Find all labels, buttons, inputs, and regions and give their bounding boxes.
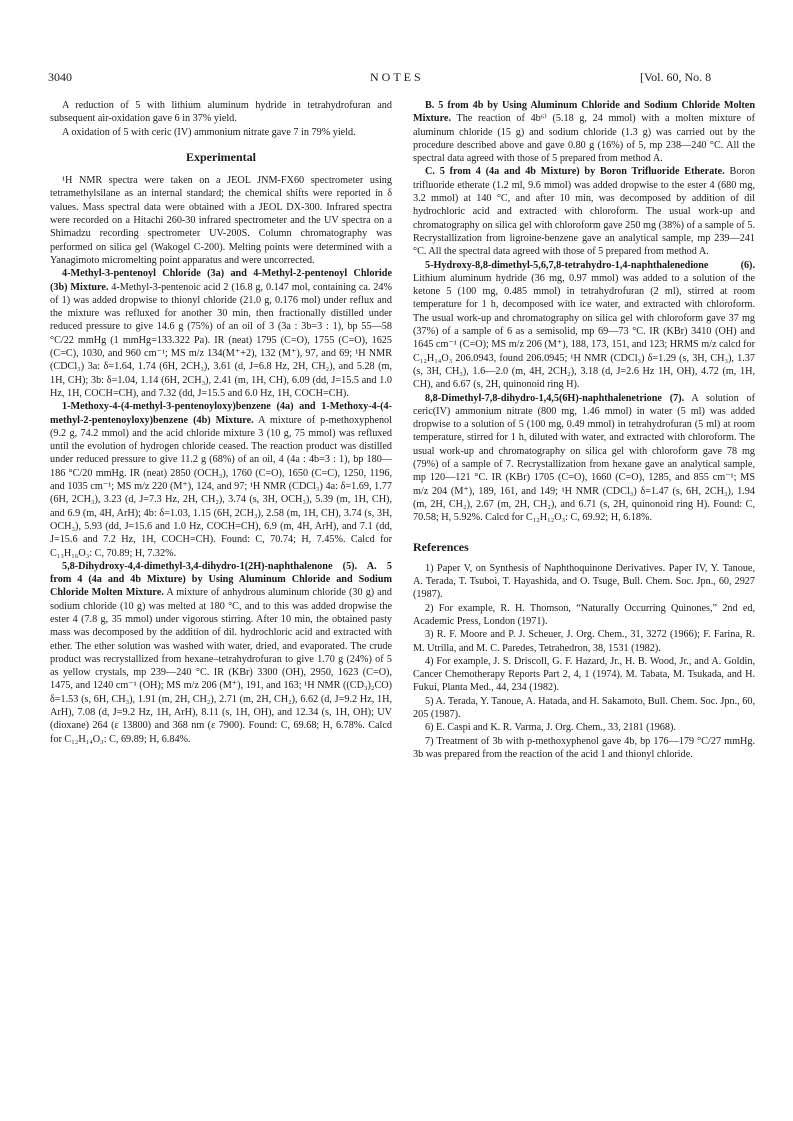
procedure-3 xyxy=(50,267,392,400)
right-column xyxy=(413,99,755,761)
procedure-title: 5,8-Dihydroxy-4,4-dimethyl-3,4-dihydro-1(2H)-naphthalenone (5). A. 5 from 4 (4a and 4b Mixture) by Using Aluminum Chloride and Sodium Chloride Molten Mixture. xyxy=(50,560,392,599)
procedure-title: 5-Hydroxy-8,8-dimethyl-5,6,7,8-tetrahydro-1,4-naphthalenedione (6). xyxy=(425,259,755,271)
procedure-body: 4-Methyl-3-pentenoic acid 2 (16.8 g, 0.147 mol, containing ca. 24% of 1) was added dropwise to thionyl chloride (21.0 g, 0.176 mol) under reflux and the mixture was refluxed for another 30 min, then fractionally distilled under reduced pressure to give 14.6 g (75%) of an oil of 3 (3a : 3b=3 : 1), bp 55—58 °C/22 mmHg (1 mmHg=133.322 Pa). IR (neat) 1795 (C=O), 1755 (C=O), 1625 (C=C), 1030, and 960 cm⁻¹; MS m/z 134(M⁺+2), 132 (M⁺), 97, and 69; ¹H NMR (CDCl₃) 3a: δ=1.64, 1.74 (6H, 2CH₃), 3.61 (d, J=6.8 Hz, 2H, CH₂), and 5.28 (m, 1H, CH); 3b: δ=1.04, 1.14 (6H, 2CH₃), 2.41 (m, 1H, CH), 6.09 (dd, J=15.5 and 1.0 Hz, 1H, COCH=CH), and 7.32 (dd, J=15.5 and 6.0 Hz, 1H, COCH=CH). xyxy=(50,281,392,399)
procedure-5b xyxy=(413,99,755,165)
procedure-body: The reaction of 4b⁶⁾ (5.18 g, 24 mmol) with a molten mixture of aluminum chloride (15 g) and sodium chloride (1.3 g) was carried out by the procedure described above and gave 0.80 g (16%) of 5, mp 238—240 °C. All the spectral data agreed with those of 5 prepared from method A. xyxy=(413,113,755,165)
procedure-title: B. 5 from 4b by Using Aluminum Chloride and Sodium Chloride Molten Mixture. xyxy=(413,100,755,125)
reference-item: 2) For example, R. H. Thomson, “Naturally Occurring Quinones,” 2nd ed, Academic Press, London (1971). xyxy=(413,602,755,627)
procedure-7 xyxy=(413,392,755,525)
reference-item: 1) Paper V, on Synthesis of Naphthoquinone Derivatives. Paper IV, Y. Tanoue, A. Terada, T. Tsuboi, T. Hayashida, and O. Tsuge, Bull. Chem. Soc. Jpn., 60, 2927 (1987). xyxy=(413,562,755,601)
general-methods: ¹H NMR spectra were taken on a JEOL JNM-FX60 spectrometer using tetramethylsilane as an internal standard; the chemical shifts were reported in δ values. Mass spectral data were obtained with a JEOL DX-300. Infrared spectra were recorded on a Hitachi 260-30 infrared spectrometer and the UV spectra on a Shimadzu recording spectrometer UV-200S. Column chromatography was performed on silica gel (Wakogel C-200). Melting points were determined with a Yanagimoto micromelting point apparatus and were uncorrected. xyxy=(50,175,392,266)
procedure-body: A solution of ceric(IV) ammonium nitrate (800 mg, 1.46 mmol) in water (5 ml) was added dropwise to a solution of 5 (100 mg, 0.49 mmol) in tetrahydrofuran (5 ml) at room temperature, stirred for 1 h, diluted with water, and extracted with chloroform. The usual work-up and chromatography on silica gel with chloroform gave 78 mg (79%) of a sample of 7. Recrystallization from hexane gave an analytical sample, mp 120—121 °C. IR (KBr) 1705 (C=O), 1660 (C=O), 1285, and 855 cm⁻¹; MS m/z 204 (M⁺), 189, 161, and 149; ¹H NMR (CDCl₃) δ=1.47 (s, 6H, 2CH₃), 1.94 (m, 2H, CH₂), 2.67 (m, 2H, CH₂), and 6.71 (s, 2H, quinonoid ring H). Found: C, 70.58; H, 5.92%. Calcd for C₁₂H₁₂O₃: C, 69.92; H, 6.18%. xyxy=(413,392,755,524)
intro-paragraph: A reduction of 5 with lithium aluminum hydride in tetrahydrofuran and subsequent air-oxidation gave 6 in 37% yield. xyxy=(50,100,392,125)
procedure-5c xyxy=(413,165,755,258)
volume-info: [Vol. 60, No. 8 xyxy=(640,70,712,84)
page-number: 3040 xyxy=(48,70,72,84)
reference-item: 7) Treatment of 3b with p-methoxyphenol gave 4b, bp 176—179 °C/27 mmHg. 3b was prepared from the reaction of the acid 1 and thionyl chloride. xyxy=(413,735,755,760)
procedure-title: 8,8-Dimethyl-7,8-dihydro-1,4,5(6H)-naphthalenetrione (7). xyxy=(425,392,685,404)
running-title: NOTES xyxy=(370,70,424,84)
procedure-title: 1-Methoxy-4-(4-methyl-3-pentenoyloxy)benzene (4a) and 1-Methoxy-4-(4-methyl-2-pentenoyloxy)benzene (4b) Mixture. xyxy=(50,401,392,426)
reference-item: 4) For example, J. S. Driscoll, G. F. Hazard, Jr., H. B. Wood, Jr., and A. Goldin, Cancer Chemotherapy Reports Part 2, 4, 1 (1974). M. Tabata, M. Tsukada, and H. Fukui, Planta Med., 44, 234 (1982). xyxy=(413,655,755,694)
procedure-6 xyxy=(413,259,755,392)
references-heading: References xyxy=(413,539,469,554)
reference-item: 6) E. Caspi and K. R. Varma, J. Org. Chem., 33, 2181 (1968). xyxy=(425,722,676,734)
procedure-body: A mixture of p-methoxyphenol (9.2 g, 74.2 mmol) and the acid chloride mixture 3 (10 g, 75 mmol) was refluxed until the evolution of hydrogen chloride ceased. The reaction product was distilled under reduced pressure to give 11.2 g (68%) of an oil, 4 (4a : 4b=3 : 1), bp 180—186 °C/20 mmHg. IR (neat) 2850 (OCH₃), 1760 (C=O), 1650 (C=C), 1250, 1196, and 1035 cm⁻¹; MS m/z 220 (M⁺), 124, and 97; ¹H NMR (CDCl₃) 4a: δ=1.69, 1.77 (6H, 2CH₃), 3.23 (d, J=7.3 Hz, 2H, CH₂), 3.74 (s, 3H, OCH₃), 5.39 (m, 1H, CH), and 6.9 (m, 4H, ArH); 4b: δ=1.03, 1.15 (6H, 2CH₃), 2.58 (m, 1H, CH), 3.74 (s, 3H, OCH₃), 5.93 (dd, J=15.6 and 1.0 Hz, COCH=CH), 6.9 (m, 4H, ArH), and 7.1 (dd, J=15.6 and 7.2 Hz, 1H, COCH=CH). Found: C, 70.74; H, 7.45%. Calcd for C₁₃H₁₆O₃: C, 70.89; H, 7.32%. xyxy=(50,414,392,559)
intro-paragraph: A oxidation of 5 with ceric (IV) ammonium nitrate gave 7 in 79% yield. xyxy=(62,126,356,138)
reference-item: 3) R. F. Moore and P. J. Scheuer, J. Org. Chem., 31, 3272 (1966); F. Farina, R. M. Utrilla, and M. C. Paredes, Tetrahedron, 38, 1531 (1982). xyxy=(413,629,755,654)
left-column xyxy=(50,99,392,746)
procedure-title: 4-Methyl-3-pentenoyl Chloride (3a) and 4-Methyl-2-pentenoyl Chloride (3b) Mixture. xyxy=(50,268,392,293)
experimental-heading: Experimental xyxy=(186,149,256,164)
procedure-4 xyxy=(50,400,392,560)
procedure-body: A mixture of anhydrous aluminum chloride (30 g) and sodium chloride (10 g) was melted at 180 °C, and to this was added dropwise the ester 4 (7.8 g, 35 mmol) under vigorous stirring. After 10 min, the obtained pasty mass was decomposed by the addition of dil. hydrochloric acid and extracted with ether. The ether solution was washed with water, dried, and evaporated. The crude product was recrystallized from hexane–tetrahydrofuran to give 1.70 g (24%) of 5 as yellow crystals, mp 239—240 °C. IR (KBr) 3300 (OH), 2950, 1623 (C=O), 1475, and 1240 cm⁻¹ (OH); MS m/z 206 (M⁺), 191, and 163; ¹H NMR ((CD₃)₂CO) δ=1.53 (s, 6H, CH₃), 1.91 (m, 2H, CH₂), 2.71 (m, 2H, CH₂), 6.62 (d, J=9.2 Hz, 1H, ArH), 7.08 (d, J=9.2 Hz, 1H, ArH), 8.11 (s, 1H, OH), and 12.34 (s, 1H, OH); UV (dioxane) 264 (ε 13800) and 368 nm (ε 7900). Found: C, 69.68; H, 6.78%. Calcd for C₁₂H₁₄O₃: C, 69.89; H, 6.84%. xyxy=(50,587,392,745)
references-list xyxy=(413,562,755,761)
procedure-body: Lithium aluminum hydride (36 mg, 0.97 mmol) was added to a solution of the ketone 5 (100 mg, 0.485 mmol) in tetrahydrofuran (2 ml), stirred at room temperature for 1 h, decomposed with ice water, and extracted with chloroform. The usual work-up and chromatography on silica gel with chloroform gave 37 mg (37%) of a sample of 6 as a semisolid, mp 69—73 °C. IR (KBr) 3410 (OH) and 1645 cm⁻¹ (C=O); MS m/z 206 (M⁺), 188, 173, 151, and 123; HRMS m/z calcd for C₁₂H₁₄O₃ 206.0943, found 206.0945; ¹H NMR (CDCl₃) δ=1.29 (s, 3H, CH₃), 1.37 (s, 3H, CH₃), 1.6—2.0 (m, 4H, 2CH₂), 3.18 (d, J=2.6 Hz 1H, OH), 4.72 (m, 1H, CH), and 6.67 (s, 2H, quinonoid ring H). xyxy=(413,272,755,391)
procedure-5a xyxy=(50,560,392,746)
procedure-body: Boron trifluoride etherate (1.2 ml, 9.6 mmol) was added dropwise to the ester 4 (680 mg, 3.2 mmol) at 140 °C, and after 10 min, was decomposed by addition of dil hydrochloric acid and extracted with chloroform. The usual work-up and chromatography on silica gel with chloroform gave 250 mg (38%) of a sample of 5. Recrystallization from ligroine-benzene gave an analytical sample, mp 239—241 °C. All the spectral data agreed with those of 5 prepared from method A. xyxy=(413,166,756,258)
procedure-title: C. 5 from 4 (4a and 4b Mixture) by Boron Trifluoride Etherate. xyxy=(425,166,725,178)
reference-item: 5) A. Terada, Y. Tanoue, A. Hatada, and H. Sakamoto, Bull. Chem. Soc. Jpn., 60, 205 (1987). xyxy=(413,695,755,721)
